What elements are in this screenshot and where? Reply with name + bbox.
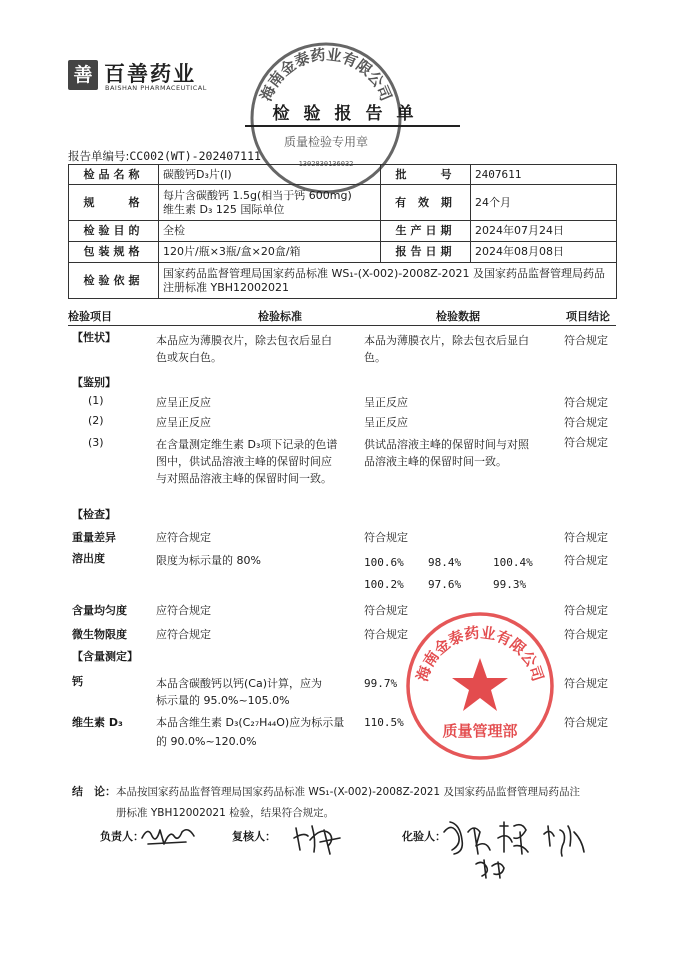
id2-number: (2) xyxy=(88,414,104,427)
svg-text:海南金泰药业有限公司 xyxy=(257,46,395,104)
weight-variation-conclusion: 符合规定 xyxy=(564,531,608,544)
product-label: 检品名称 xyxy=(69,165,159,185)
purpose-value: 全检 xyxy=(159,221,381,242)
identification-label: 【鉴别】 xyxy=(72,376,116,389)
conclusion-line-1: 本品按国家药品监督管理局国家药品标准 WS₁-(X-002)-2008Z-2021 及国家药品监督管理局药品注 xyxy=(116,786,580,798)
inspection-label: 【检查】 xyxy=(72,508,116,521)
microbial-limit-standard: 应符合规定 xyxy=(156,628,211,641)
appearance-std-1: 本品应为薄膜衣片，除去包衣后显白 xyxy=(156,334,332,347)
report-number-label: 报告单编号: xyxy=(68,149,130,163)
vitamin-d3-std-1: 本品含维生素 D₃(C₂₇H₄₄O)应为标示量 xyxy=(156,716,345,729)
id1-standard: 应呈正反应 xyxy=(156,396,211,409)
header-rule xyxy=(68,325,616,326)
dissolution-value-5: 97.6% xyxy=(428,578,462,591)
calcium-conclusion: 符合规定 xyxy=(564,677,608,690)
col-data-header: 检验数据 xyxy=(436,310,480,323)
weight-variation-standard: 应符合规定 xyxy=(156,531,211,544)
id1-conclusion: 符合规定 xyxy=(564,396,608,409)
basis-label: 检验依据 xyxy=(69,263,159,299)
seal-top-text: 海南金泰药业有限公司 xyxy=(256,45,396,104)
content-uniformity-conclusion: 符合规定 xyxy=(564,604,608,617)
tester-signatures xyxy=(440,812,610,884)
weight-variation-label: 重量差异 xyxy=(72,531,116,544)
microbial-limit-conclusion: 符合规定 xyxy=(564,628,608,641)
id2-data: 呈正反应 xyxy=(364,416,408,429)
appearance-conclusion: 符合规定 xyxy=(564,334,608,347)
tester-label: 化验人： xyxy=(402,830,446,843)
reviewer-signature xyxy=(290,818,350,858)
col-conclusion-header: 项目结论 xyxy=(566,310,610,323)
validity-value: 24个月 xyxy=(471,185,617,221)
seal-top-sub: 质量检验专用章 xyxy=(283,135,369,149)
calcium-std-2: 标示量的 95.0%~105.0% xyxy=(156,694,290,707)
appearance-std-2: 色或灰白色。 xyxy=(156,351,222,364)
production-date-label: 生产日期 xyxy=(381,221,471,242)
validity-label: 有 效 期 xyxy=(381,185,471,221)
vitamin-d3-conclusion: 符合规定 xyxy=(564,716,608,729)
document-title: 检验报告单 xyxy=(272,104,428,124)
microbial-limit-data: 符合规定 xyxy=(364,628,408,641)
quality-department-seal xyxy=(404,610,556,762)
spec-label: 规 格 xyxy=(69,185,159,221)
vitamin-d3-std-2: 的 90.0%~120.0% xyxy=(156,735,257,748)
appearance-data-2: 色。 xyxy=(364,351,386,364)
dissolution-value-6: 99.3% xyxy=(493,578,527,591)
title-underline xyxy=(245,125,460,127)
id2-standard: 应呈正反应 xyxy=(156,416,211,429)
production-date-value: 2024年07月24日 xyxy=(471,221,617,242)
calcium-label: 钙 xyxy=(72,675,83,688)
leader-signature xyxy=(138,820,198,850)
vitamin-d3-label: 维生素 D₃ xyxy=(72,716,123,729)
dissolution-conclusion: 符合规定 xyxy=(564,554,608,567)
id3-std-3: 与对照品溶液主峰的保留时间一致。 xyxy=(156,472,332,485)
company-name: 百善药业 xyxy=(104,62,196,86)
conclusion-label: 结 论： xyxy=(72,785,116,798)
weight-variation-data: 符合规定 xyxy=(364,531,408,544)
package-label: 包装规格 xyxy=(69,242,159,263)
report-number-value: CC002(WT)-202407111 xyxy=(129,149,261,163)
content-uniformity-label: 含量均匀度 xyxy=(72,604,127,617)
product-info-table xyxy=(68,164,617,299)
col-standard-header: 检验标准 xyxy=(258,310,302,323)
leader-label: 负责人： xyxy=(100,830,144,843)
dissolution-label: 溶出度 xyxy=(72,552,105,565)
calcium-std-1: 本品含碳酸钙以钙(Ca)计算，应为 xyxy=(156,677,323,690)
id3-std-1: 在含量测定维生素 D₃项下记录的色谱 xyxy=(156,438,338,451)
id1-data: 呈正反应 xyxy=(364,396,408,409)
assay-label: 【含量测定】 xyxy=(72,650,138,663)
dissolution-value-3: 100.4% xyxy=(493,556,533,569)
dissolution-standard: 限度为标示量的 80% xyxy=(156,554,261,567)
id3-number: (3) xyxy=(88,436,104,449)
id3-data-2: 品溶液主峰的保留时间一致。 xyxy=(364,455,507,468)
dissolution-value-4: 100.2% xyxy=(364,578,404,591)
calcium-data: 99.7% xyxy=(364,677,398,690)
report-number xyxy=(68,148,261,164)
batch-value: 2407611 xyxy=(471,165,617,185)
conclusion-line-2: 册标准 YBH12002021 检验，结果符合规定。 xyxy=(116,807,335,819)
spec-value xyxy=(159,185,381,221)
basis-value: 国家药品监督管理局国家药品标准 WS₁-(X-002)-2008Z-2021 及国家药品监督管理局药品注册标准 YBH12002021 xyxy=(159,263,617,299)
dissolution-value-1: 100.6% xyxy=(364,556,404,569)
product-value: 碳酸钙D₃片(Ⅰ) xyxy=(159,165,381,185)
appearance-data-1: 本品为薄膜衣片，除去包衣后显白 xyxy=(364,334,529,347)
dissolution-value-2: 98.4% xyxy=(428,556,462,569)
report-date-label: 报告日期 xyxy=(381,242,471,263)
spec-line-2: 维生素 D₃ 125 国际单位 xyxy=(163,202,285,216)
purpose-label: 检验目的 xyxy=(69,221,159,242)
content-uniformity-data: 符合规定 xyxy=(364,604,408,617)
report-date-value: 2024年08月08日 xyxy=(471,242,617,263)
id1-number: (1) xyxy=(88,394,104,407)
red-seal-text: 海南金泰药业有限公司 xyxy=(413,623,547,684)
spec-line-1: 每片含碳酸钙 1.5g(相当于钙 600mg) xyxy=(163,188,352,202)
content-uniformity-standard: 应符合规定 xyxy=(156,604,211,617)
vitamin-d3-data: 110.5% xyxy=(364,716,404,729)
reviewer-label: 复核人： xyxy=(232,830,276,843)
col-item-header: 检验项目 xyxy=(68,310,112,323)
red-seal-sub: 质量管理部 xyxy=(442,722,518,740)
id3-conclusion: 符合规定 xyxy=(564,436,608,449)
appearance-label: 【性状】 xyxy=(72,331,116,344)
batch-label: 批 号 xyxy=(381,165,471,185)
id2-conclusion: 符合规定 xyxy=(564,416,608,429)
package-value: 120片/瓶×3瓶/盒×20盒/箱 xyxy=(159,242,381,263)
microbial-limit-label: 微生物限度 xyxy=(72,628,127,641)
seal-top-code: 1302830136032 xyxy=(298,160,354,168)
id3-data-1: 供试品溶液主峰的保留时间与对照 xyxy=(364,438,529,451)
id3-std-2: 图中，供试品溶液主峰的保留时间应 xyxy=(156,455,332,468)
company-name-en: BAISHAN PHARMACEUTICAL xyxy=(105,84,207,92)
company-logo-mark: 善 xyxy=(68,60,98,90)
